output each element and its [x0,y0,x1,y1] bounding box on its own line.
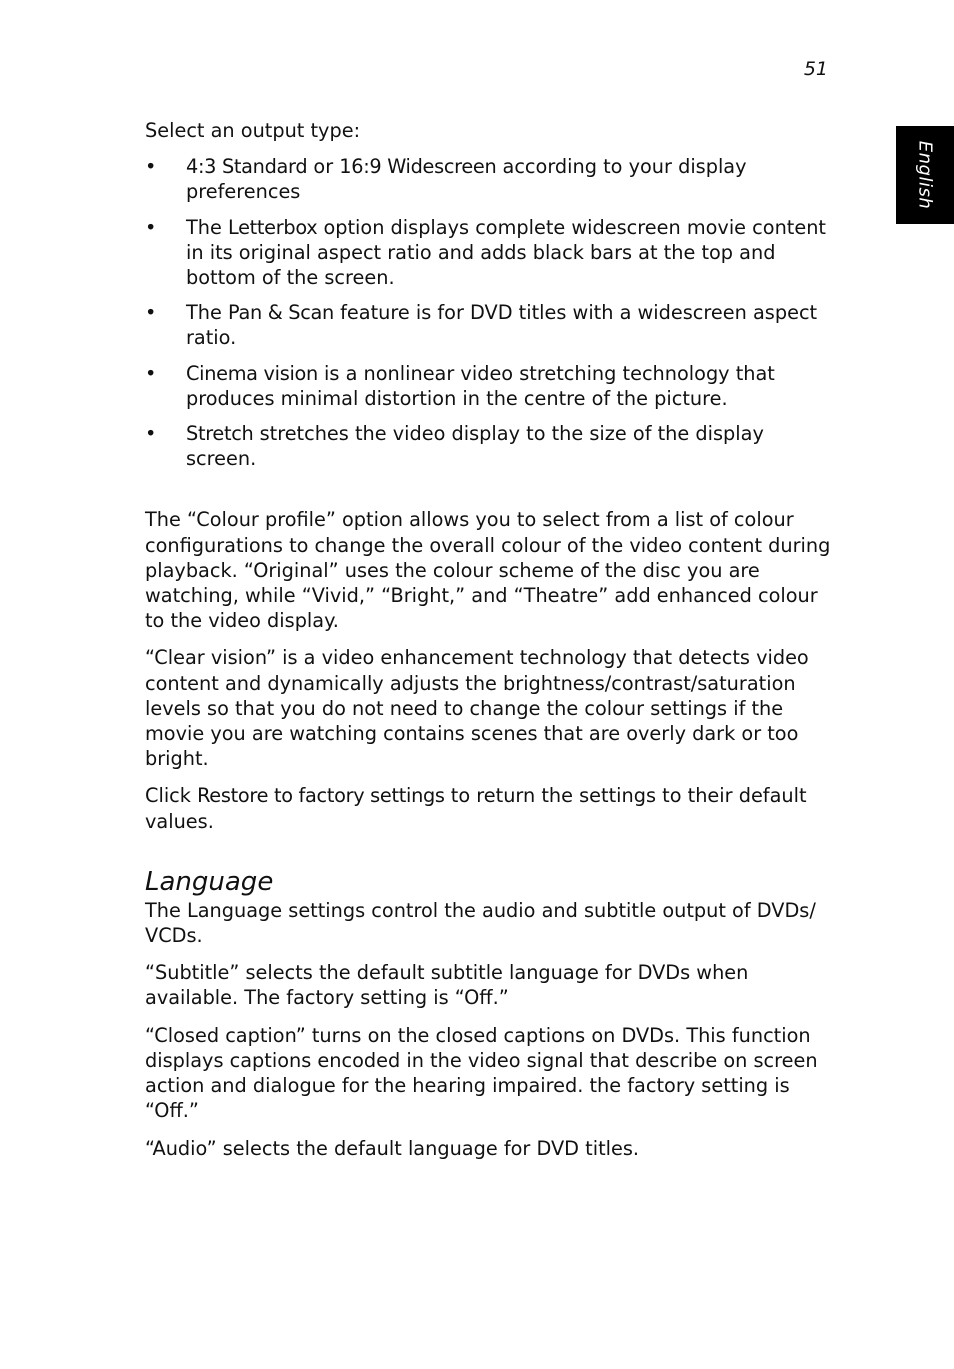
option-name: 16:9 Widescreen [339,155,497,179]
subtitle-paragraph: “Subtitle” selects the default subtitle language for DVDs when available. The factory setting is “Off.” [145,961,749,1010]
option-name: 4:3 Standard [186,155,308,179]
intro-text: Select an output type: [145,119,361,142]
list-item [145,300,835,350]
list-text: or [307,155,340,179]
list-item [145,154,835,204]
page-content [145,118,835,1161]
closed-caption-paragraph: “Closed caption” turns on the closed captions on DVDs. This function displays captions encoded in the video signal that describe on screen action and dialogue for the hearing impaired. the factory setting is “Off.” [145,1023,818,1123]
language-paragraph: The Language settings control the audio and subtitle output of DVDs/ VCDs. [145,898,816,948]
output-type-list [145,154,835,471]
bullet-icon: • [145,422,157,446]
colour-profile-paragraph: The “Colour profile” option allows you to select from a list of colour configurations to change the overall colour of the video content during playback. “Original” uses the colour scheme of the disc you are watching, while “Vivid,” “Bright,” and “Theatre” add enhanced colour to the video display. [145,508,831,633]
option-name: Pan & Scan [228,301,334,325]
restore-text: to return the settings to their default values. [145,784,807,833]
side-tab-label: English [914,140,936,210]
option-name: Stretch [186,422,254,446]
list-text: feature is for DVD titles with a widescreen aspect ratio. [186,301,818,350]
list-item [145,215,835,291]
list-text: The [186,301,228,325]
restore-text: Click [145,784,198,808]
restore-factory-settings-label: Restore to factory settings [197,784,445,808]
option-name: Letterbox [228,215,318,239]
bullet-icon: • [145,215,157,239]
list-text: The [186,215,228,239]
language-heading: Language [145,866,274,897]
list-text: option displays complete widescreen movie content in its original aspect ratio and adds black bars at the top and bottom of the screen. [186,215,826,290]
list-text: stretches the video display to the size of the display screen. [186,422,764,471]
restore-paragraph [145,783,835,833]
list-item [145,361,835,411]
bullet-icon: • [145,301,157,325]
clear-vision-paragraph: “Clear vision” is a video enhancement technology that detects video content and dynamically adjusts the brightness/contrast/saturation levels so that you do not need to change the colour settings if the movie you are watching contains scenes that are overly dark or too bright. [145,646,809,771]
list-text: is a nonlinear video stretching technology that produces minimal distortion in the centre of the picture. [186,361,775,410]
option-name: Cinema vision [186,361,318,385]
bullet-icon: • [145,361,157,385]
bullet-icon: • [145,155,157,179]
list-item [145,421,835,471]
audio-paragraph: “Audio” selects the default language for DVD titles. [145,1136,640,1160]
page-number: 51 [803,58,828,80]
language-side-tab [896,126,954,224]
list-text: according to your display preferences [186,155,747,204]
